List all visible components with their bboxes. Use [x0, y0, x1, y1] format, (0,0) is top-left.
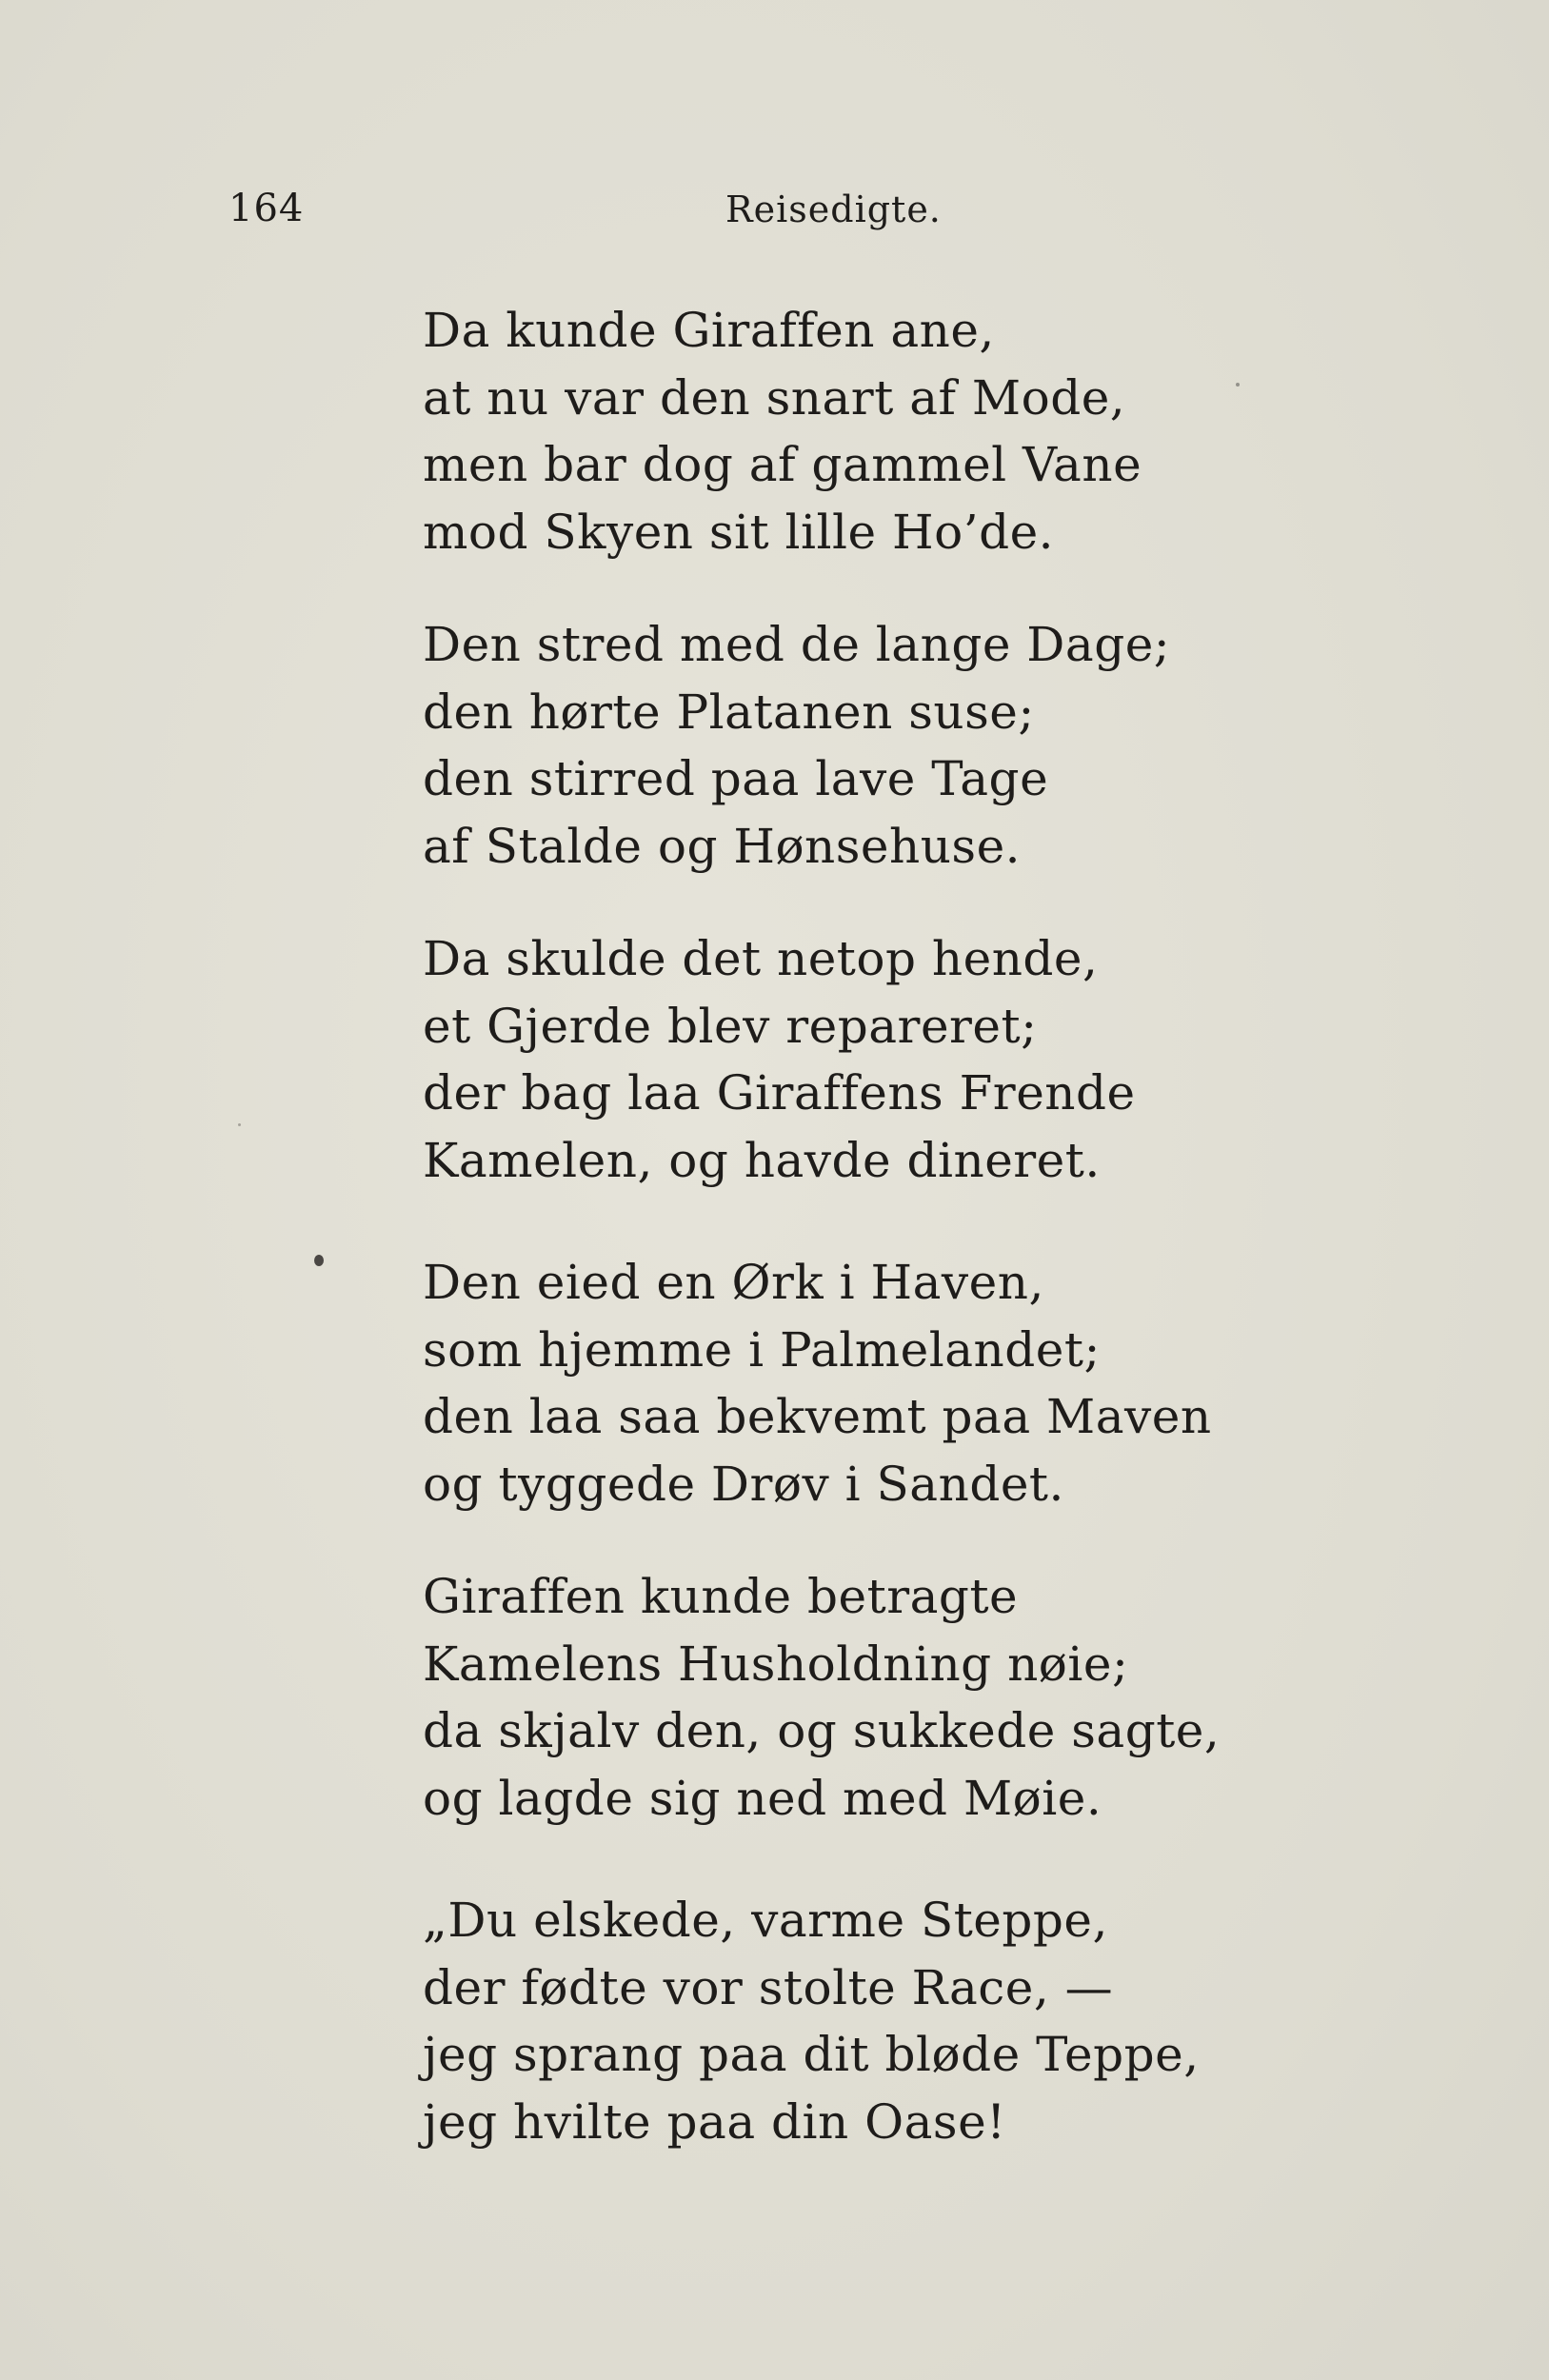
verse-line: Da skulde det netop hende,	[423, 931, 1099, 986]
stanza-5	[423, 1563, 1375, 1832]
stanza-1	[423, 297, 1375, 565]
verse-line: Da kunde Giraffen ane,	[423, 303, 995, 358]
verse-line: og lagde sig ned med Møie.	[423, 1770, 1102, 1826]
verse-line: men bar dog af gammel Vane	[423, 437, 1142, 492]
verse-line: den laa saa bekvemt paa Maven	[423, 1389, 1212, 1444]
verse-line: den stirred paa lave Tage	[423, 751, 1049, 806]
page-number: 164	[228, 187, 305, 230]
poem	[423, 297, 1375, 2155]
verse-line: den hørte Platanen suse;	[423, 684, 1035, 740]
ink-speck	[238, 1123, 241, 1126]
verse-line: Kamelens Husholdning nøie;	[423, 1636, 1129, 1692]
verse-line: Giraffen kunde betragte	[423, 1569, 1019, 1624]
verse-line: Den eied en Ørk i Haven,	[423, 1255, 1044, 1310]
verse-line: der bag laa Giraffens Frende	[423, 1065, 1136, 1121]
verse-line: af Stalde og Hønsehuse.	[423, 818, 1022, 874]
verse-line: „Du elskede, varme Steppe,	[423, 1893, 1108, 1948]
ink-speck	[1236, 383, 1240, 387]
stanza-4	[423, 1249, 1375, 1517]
verse-line: Den stred med de lange Dage;	[423, 617, 1171, 672]
stanza-2	[423, 611, 1375, 880]
stanza-6	[423, 1887, 1375, 2155]
page-header	[0, 187, 1549, 244]
verse-line: som hjemme i Palmelandet;	[423, 1321, 1101, 1378]
verse-line: jeg hvilte paa din Oase!	[423, 2093, 1006, 2150]
verse-line: og tyggede Drøv i Sandet.	[423, 1456, 1064, 1512]
verse-line: mod Skyen sit lille Ho’de.	[423, 504, 1055, 560]
verse-line: der fødte vor stolte Race, —	[423, 1959, 1114, 2015]
verse-line: jeg sprang paa dit bløde Teppe,	[423, 2027, 1200, 2082]
verse-line: et Gjerde blev repareret;	[423, 998, 1038, 1054]
verse-line: da skjalv den, og sukkede sagte,	[423, 1703, 1221, 1758]
verse-line: at nu var den snart af Mode,	[423, 369, 1126, 426]
verse-line: Kamelen, og havde dineret.	[423, 1132, 1101, 1188]
ink-speck	[314, 1255, 324, 1266]
stanza-3	[423, 925, 1375, 1194]
running-title: Reisedigte.	[725, 188, 942, 230]
